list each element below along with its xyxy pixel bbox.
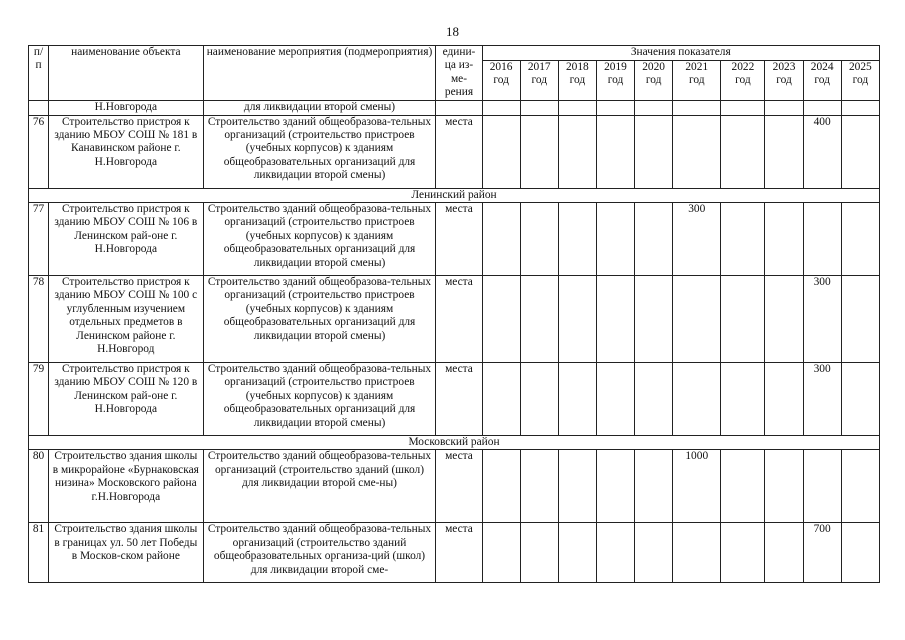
- row-num: 78: [29, 276, 49, 363]
- row-value: [673, 276, 721, 363]
- cell-empty: [520, 100, 558, 115]
- row-num: 81: [29, 523, 49, 583]
- row-value: [721, 450, 765, 523]
- district-row-moskovsky: [29, 436, 880, 450]
- row-unit: места: [436, 203, 482, 276]
- cell-empty: [558, 100, 596, 115]
- header-year-suffix: год: [607, 74, 624, 87]
- header-year: [721, 60, 765, 100]
- row-object: Строительство здания школы в границах ул. 50 лет Победы в Москов-ском районе: [49, 523, 204, 583]
- header-year: [482, 60, 520, 100]
- row-value: [520, 276, 558, 363]
- row-value: [841, 115, 879, 188]
- row-object: Строительство пристроя к зданию МБОУ СОШ № 106 в Ленинском рай-оне г. Н.Новгорода: [49, 203, 204, 276]
- row-object: Строительство здания школы в микрорайоне «Бурнаковская низина» Московского района г.Н.Новгорода: [49, 450, 204, 523]
- row-num: 80: [29, 450, 49, 523]
- row-value: [635, 276, 673, 363]
- row-value: [558, 523, 596, 583]
- row-value: [721, 363, 765, 436]
- row-value: [520, 523, 558, 583]
- cell-empty: [803, 100, 841, 115]
- header-year-suffix: год: [735, 74, 751, 87]
- row-value: [520, 115, 558, 188]
- row-unit: места: [436, 363, 482, 436]
- header-year-number: 2022: [731, 60, 755, 73]
- cell-empty: [721, 100, 765, 115]
- header-year-suffix: год: [814, 74, 830, 87]
- header-year-suffix: год: [531, 74, 548, 87]
- header-year-number: 2021: [685, 60, 709, 73]
- continuation-row: [29, 100, 880, 115]
- row-value: [803, 450, 841, 523]
- cell-empty: [482, 100, 520, 115]
- row-value: [721, 523, 765, 583]
- row-value: [520, 363, 558, 436]
- row-event: Строительство зданий общеобразова-тельных организаций (строительство зданий (школ) для ликвидации второй сме-ны): [203, 450, 436, 523]
- cell-empty: [635, 100, 673, 115]
- row-value: [558, 363, 596, 436]
- row-value: [635, 363, 673, 436]
- indicator-table: [28, 45, 880, 583]
- row-value: [841, 363, 879, 436]
- district-label: Ленинский район: [29, 188, 880, 202]
- header-year-suffix: год: [569, 74, 586, 87]
- header-year: [558, 60, 596, 100]
- row-value: [558, 276, 596, 363]
- row-value: 400: [803, 115, 841, 188]
- row-num: 76: [29, 115, 49, 188]
- row-value: [596, 115, 634, 188]
- row-value: [841, 276, 879, 363]
- header-year-number: 2017: [527, 60, 551, 73]
- header-event: наименование мероприятия (подмероприятия): [203, 46, 436, 101]
- header-year: [635, 60, 673, 100]
- row-value: [765, 115, 803, 188]
- table-row: [29, 523, 880, 583]
- header-year-suffix: год: [493, 74, 509, 87]
- row-value: [841, 450, 879, 523]
- table-row: [29, 203, 880, 276]
- header-year: [596, 60, 634, 100]
- cell-empty: [596, 100, 634, 115]
- row-event: Строительство зданий общеобразова-тельных организаций (строительство пристроев (учебных корпусов) к зданиям общеобразовательных организаций для ликвидации второй смены): [203, 276, 436, 363]
- row-value: [596, 276, 634, 363]
- row-value: [520, 450, 558, 523]
- row-object: Строительство пристроя к зданию МБОУ СОШ № 100 с углубленным изучением отдельных предметов в Ленинском районе г. Н.Новгород: [49, 276, 204, 363]
- row-unit: места: [436, 276, 482, 363]
- row-value: [721, 203, 765, 276]
- table-body: [29, 46, 880, 583]
- header-row: [29, 46, 880, 61]
- row-value: [765, 363, 803, 436]
- header-year: [841, 60, 879, 100]
- row-value: [841, 203, 879, 276]
- row-value: [635, 115, 673, 188]
- row-value: 300: [803, 276, 841, 363]
- row-unit: места: [436, 450, 482, 523]
- row-value: [596, 450, 634, 523]
- row-value: 700: [803, 523, 841, 583]
- header-year-number: 2023: [772, 60, 796, 73]
- header-year-number: 2024: [810, 60, 834, 73]
- header-year-number: 2019: [604, 60, 627, 73]
- header-year: [520, 60, 558, 100]
- district-label: Московский район: [29, 436, 880, 450]
- row-value: [765, 203, 803, 276]
- row-value: [482, 276, 520, 363]
- row-value: [635, 450, 673, 523]
- row-value: [721, 115, 765, 188]
- row-object: Строительство пристроя к зданию МБОУ СОШ № 181 в Канавинском районе г. Н.Новгорода: [49, 115, 204, 188]
- row-value: [482, 115, 520, 188]
- cell-empty: [765, 100, 803, 115]
- row-value: [596, 523, 634, 583]
- cell-empty: [29, 100, 49, 115]
- header-object: наименование объекта: [49, 46, 204, 101]
- row-value: [673, 363, 721, 436]
- row-value: [673, 523, 721, 583]
- row-value: [721, 276, 765, 363]
- row-num: 79: [29, 363, 49, 436]
- row-value: [635, 523, 673, 583]
- header-year-suffix: год: [645, 74, 662, 87]
- row-value: [673, 115, 721, 188]
- row-value: [482, 523, 520, 583]
- row-value: 300: [803, 363, 841, 436]
- cell-empty: [436, 100, 482, 115]
- row-value: [482, 203, 520, 276]
- row-value: [482, 363, 520, 436]
- header-year: [803, 60, 841, 100]
- row-value: [635, 203, 673, 276]
- cell-empty: [841, 100, 879, 115]
- header-year-number: 2016: [489, 60, 513, 73]
- row-unit: места: [436, 115, 482, 188]
- row-value: [765, 523, 803, 583]
- page-number: 18: [446, 24, 459, 39]
- row-object: Строительство пристроя к зданию МБОУ СОШ № 120 в Ленинском рай-оне г. Н.Новгорода: [49, 363, 204, 436]
- row-value: [803, 203, 841, 276]
- table-row: [29, 450, 880, 523]
- row-value: 1000: [673, 450, 721, 523]
- header-year: [765, 60, 803, 100]
- row-num: 77: [29, 203, 49, 276]
- row-value: [765, 276, 803, 363]
- header-values-title: Значения показателя: [482, 46, 879, 61]
- row-value: [558, 115, 596, 188]
- row-value: [765, 450, 803, 523]
- table-row: [29, 115, 880, 188]
- header-num: п/п: [29, 46, 49, 101]
- row-event: Строительство зданий общеобразова-тельных организаций (строительство зданий общеобразовательных организа-ций (школ) для ликвидации второй сме-: [203, 523, 436, 583]
- continuation-event: для ликвидации второй смены): [203, 100, 436, 115]
- cell-empty: [673, 100, 721, 115]
- row-unit: места: [436, 523, 482, 583]
- table-row: [29, 276, 880, 363]
- header-year-number: 2025: [848, 60, 872, 73]
- header-year-suffix: год: [688, 74, 705, 87]
- header-year-suffix: год: [852, 74, 869, 87]
- row-value: [841, 523, 879, 583]
- row-value: [520, 203, 558, 276]
- continuation-object: Н.Новгорода: [49, 100, 204, 115]
- header-year-number: 2020: [642, 60, 665, 73]
- row-value: [596, 203, 634, 276]
- header-year: [673, 60, 721, 100]
- header-year-number: 2018: [565, 60, 589, 73]
- row-value: [558, 450, 596, 523]
- row-value: 300: [673, 203, 721, 276]
- row-event: Строительство зданий общеобразова-тельных организаций (строительство пристроев (учебных корпусов) к зданиям общеобразовательных организаций для ликвидации второй смены): [203, 363, 436, 436]
- row-value: [596, 363, 634, 436]
- table-row: [29, 363, 880, 436]
- row-value: [558, 203, 596, 276]
- row-event: Строительство зданий общеобразова-тельных организаций (строительство пристроев (учебных корпусов) к зданиям общеобразовательных организаций для ликвидации второй смены): [203, 115, 436, 188]
- row-value: [482, 450, 520, 523]
- header-year-suffix: год: [776, 74, 792, 87]
- district-row-leninsky: [29, 188, 880, 202]
- header-unit: едини-ца из-ме-рения: [436, 46, 482, 101]
- row-event: Строительство зданий общеобразова-тельных организаций (строительство пристроев (учебных корпусов) к зданиям общеобразовательных организаций для ликвидации второй смены): [203, 203, 436, 276]
